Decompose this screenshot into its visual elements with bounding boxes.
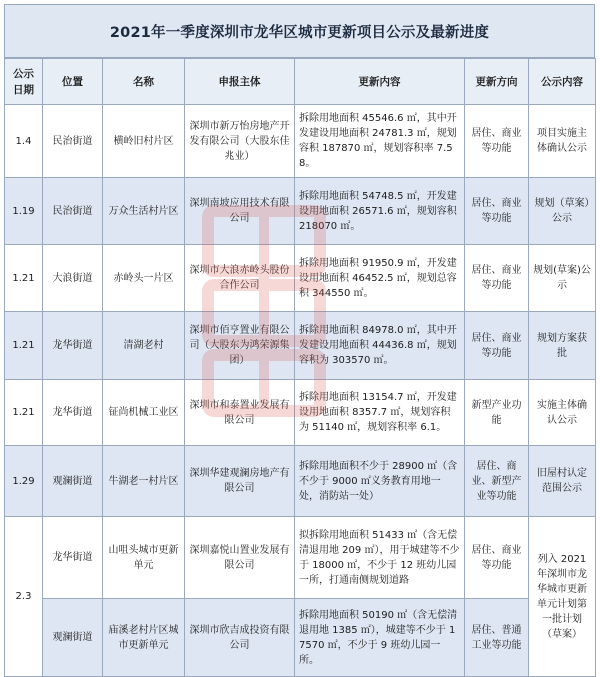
table-row — [5, 517, 596, 599]
row-applicant: 深圳华建观澜房地产有限公司 — [185, 446, 295, 517]
header-date: 公示日期 — [5, 59, 43, 105]
row-name: 赤岭头一片区 — [103, 245, 185, 312]
header-direction: 更新方向 — [465, 59, 529, 105]
row-date: 1.21 — [5, 245, 43, 312]
row-location: 龙华街道 — [43, 380, 103, 446]
table-row — [5, 178, 596, 245]
row-direction: 新型产业功能 — [465, 380, 529, 446]
row-content: 拆除用地面积 13154.7 ㎡，开发建设用地面积 8357.7 ㎡，规划容积为 51140 ㎡，规划容积率 6.1。 — [295, 380, 465, 446]
row-applicant: 深圳市欣吉成投资有限公司 — [185, 599, 295, 677]
row-applicant: 深圳南坡应用技术有限公司 — [185, 178, 295, 245]
row-date: 1.21 — [5, 312, 43, 380]
row-direction: 居住、商业等功能 — [465, 105, 529, 178]
row-date: 1.29 — [5, 446, 43, 517]
header-location: 位置 — [43, 59, 103, 105]
row-direction: 居住、商业等功能 — [465, 517, 529, 599]
row-applicant: 深圳市和泰置业发展有限公司 — [185, 380, 295, 446]
row-applicant: 深圳市佰亨置业有限公司（大股东为鸿荣源集团） — [185, 312, 295, 380]
header-name: 名称 — [103, 59, 185, 105]
row-direction: 居住、商业、新型产业等功能 — [465, 446, 529, 517]
header-applicant: 申报主体 — [185, 59, 295, 105]
table-row — [5, 599, 596, 677]
row-location: 大浪街道 — [43, 245, 103, 312]
row-notice: 规划(草案)公示 — [529, 245, 596, 312]
row-direction: 居住、商业等功能 — [465, 312, 529, 380]
row-name: 钲尚机械工业区 — [103, 380, 185, 446]
header-content: 更新内容 — [295, 59, 465, 105]
row-date: 1.19 — [5, 178, 43, 245]
row-location: 民治街道 — [43, 105, 103, 178]
table-row — [5, 105, 596, 178]
row-notice: 规划（草案）公示 — [529, 178, 596, 245]
row-name: 牛湖老一村片区 — [103, 446, 185, 517]
row-notice: 实施主体确认公示 — [529, 380, 596, 446]
row-notice: 旧屋村认定范围公示 — [529, 446, 596, 517]
table-row — [5, 446, 596, 517]
row-date: 1.21 — [5, 380, 43, 446]
row-content: 拆除用地面积 50190 ㎡（含无偿清退用地 1385 ㎡），城建等不少于 17570 ㎡，不少于 9 班幼儿园一所。 — [295, 599, 465, 677]
row-content: 拟拆除用地面积 51433 ㎡（含无偿清退用地 209 ㎡），用于城建等不少于 18000 ㎡，不少于 12 班幼儿园一所，打通南侧规划道路 — [295, 517, 465, 599]
row-name: 万众生活村片区 — [103, 178, 185, 245]
projects-table — [4, 58, 596, 677]
row-notice: 列入 2021 年深圳市龙华城市更新单元计划第一批计划（草案） — [529, 517, 596, 677]
header-notice: 公示内容 — [529, 59, 596, 105]
row-name: 横岭旧村片区 — [103, 105, 185, 178]
row-applicant: 深圳市大浪赤岭头股份合作公司 — [185, 245, 295, 312]
row-content: 拆除用地面积 45546.6 ㎡，其中开发建设用地面积 24781.3 ㎡，规划容积 187870 ㎡，规划容积率 7.58。 — [295, 105, 465, 178]
row-content: 拆除用地面积不少于 28900 ㎡（含不少于 9000 ㎡义务教育用地一处，消防站一处） — [295, 446, 465, 517]
row-content: 拆除用地面积 91950.9 ㎡，开发建设用地面积 46452.5 ㎡，规划总容积 344550 ㎡。 — [295, 245, 465, 312]
header-row — [5, 59, 596, 105]
row-content: 拆除用地面积 54748.5 ㎡，开发建设用地面积 26571.6 ㎡，规划容积 218070 ㎡。 — [295, 178, 465, 245]
table-row — [5, 312, 596, 380]
row-notice: 项目实施主体确认公示 — [529, 105, 596, 178]
row-date: 1.4 — [5, 105, 43, 178]
row-content: 拆除用地面积 84978.0 ㎡，其中开发建设用地面积 44436.8 ㎡，规划容积为 303570 ㎡。 — [295, 312, 465, 380]
row-location: 龙华街道 — [43, 312, 103, 380]
row-date: 2.3 — [5, 517, 43, 677]
row-name: 山咀头城市更新单元 — [103, 517, 185, 599]
row-location: 龙华街道 — [43, 517, 103, 599]
row-name: 庙溪老村片区城市更新单元 — [103, 599, 185, 677]
row-location: 观澜街道 — [43, 599, 103, 677]
row-notice: 规划方案获批 — [529, 312, 596, 380]
table-row — [5, 245, 596, 312]
row-applicant: 深圳嘉悦山置业发展有限公司 — [185, 517, 295, 599]
row-applicant: 深圳市新万怡房地产开发有限公司（大股东佳兆业） — [185, 105, 295, 178]
row-location: 民治街道 — [43, 178, 103, 245]
row-location: 观澜街道 — [43, 446, 103, 517]
row-name: 清湖老村 — [103, 312, 185, 380]
row-direction: 居住、商业等功能 — [465, 178, 529, 245]
row-direction: 居住、普通工业等功能 — [465, 599, 529, 677]
table-title: 2021年一季度深圳市龙华区城市更新项目公示及最新进度 — [4, 4, 595, 58]
row-direction: 居住、商业等功能 — [465, 245, 529, 312]
table-row — [5, 380, 596, 446]
